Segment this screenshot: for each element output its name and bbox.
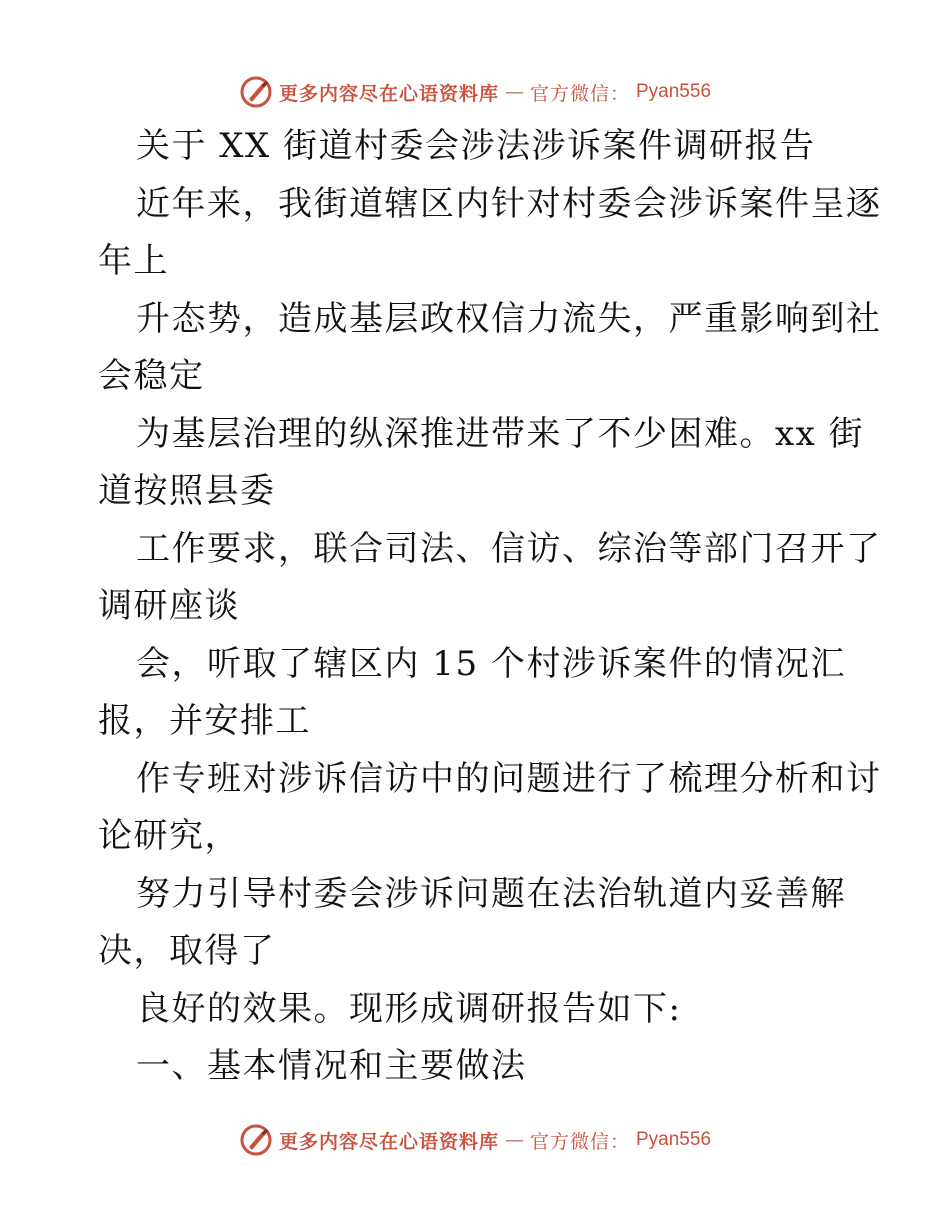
watermark-site: 更多内容尽在心语资料库 bbox=[278, 1130, 499, 1153]
text-line: 调研座谈 bbox=[98, 586, 240, 626]
text-line: 一、基本情况和主要做法 bbox=[136, 1046, 527, 1086]
watermark-account: Pyan556 bbox=[636, 1129, 712, 1150]
text-line: 报，并安排工 bbox=[98, 701, 311, 741]
document-body bbox=[98, 118, 882, 1096]
pen-logo-icon bbox=[239, 75, 273, 109]
text-line: 近年来，我街道辖区内针对村委会涉诉案件呈逐 bbox=[136, 183, 882, 224]
watermark-site: 更多内容尽在心语资料库 bbox=[278, 82, 499, 105]
text-line: 道按照县委 bbox=[98, 471, 276, 511]
watermark-label: 官方微信： bbox=[529, 1130, 630, 1153]
text-line: 工作要求，联合司法、信访、综治等部门召开了 bbox=[136, 528, 882, 569]
text-line: 会，听取了辖区内 15 个村涉诉案件的情况汇 bbox=[136, 643, 846, 684]
text-line: 会稳定 bbox=[98, 356, 205, 396]
text-line: 努力引导村委会涉诉问题在法治轨道内妥善解 bbox=[136, 873, 846, 914]
text-line: 决，取得了 bbox=[98, 931, 276, 971]
pen-logo-icon bbox=[239, 1123, 273, 1157]
text-line: 年上 bbox=[98, 241, 169, 281]
document-title: 关于 XX 街道村委会涉法涉诉案件调研报告 bbox=[136, 126, 816, 166]
text-line: 作专班对涉诉信访中的问题进行了梳理分析和讨 bbox=[136, 758, 882, 799]
text-line: 升态势，造成基层政权信力流失，严重影响到社 bbox=[136, 298, 882, 339]
text-line: 为基层治理的纵深推进带来了不少困难。xx 街 bbox=[136, 413, 865, 454]
watermark-dash: — bbox=[504, 1129, 524, 1151]
watermark-banner-top bbox=[0, 70, 950, 114]
watermark-account: Pyan556 bbox=[636, 81, 712, 102]
watermark-dash: — bbox=[504, 81, 524, 103]
watermark-banner-bottom bbox=[0, 1118, 950, 1162]
text-line: 论研究， bbox=[98, 816, 240, 856]
watermark-label: 官方微信： bbox=[529, 82, 630, 105]
text-line: 良好的效果。现形成调研报告如下: bbox=[136, 988, 682, 1029]
